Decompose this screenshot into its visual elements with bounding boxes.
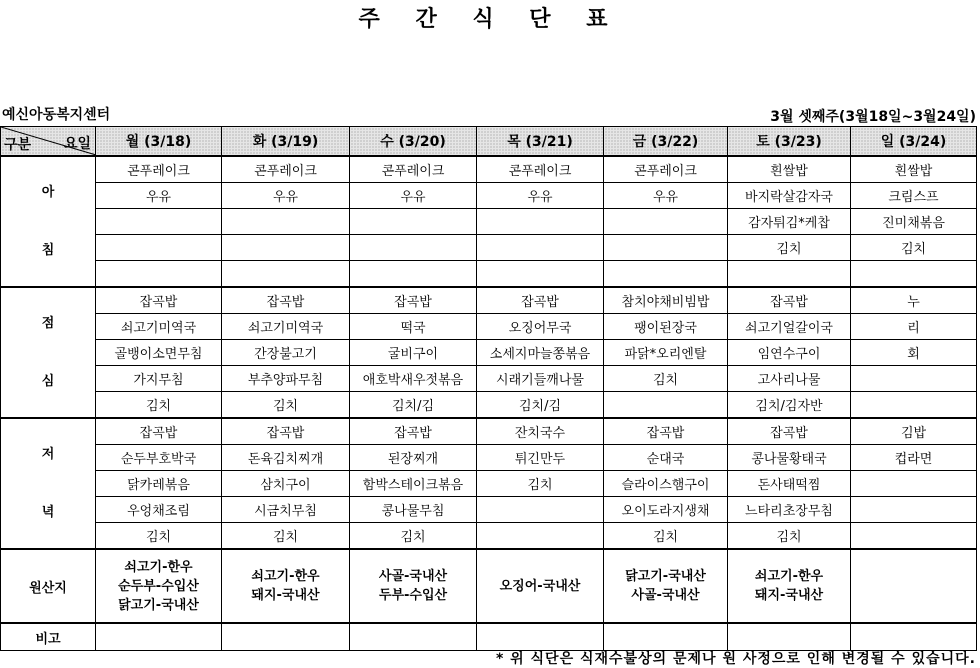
menu-row — [1, 366, 977, 392]
menu-row — [1, 314, 977, 340]
menu-item: 고사리나물 — [728, 366, 851, 392]
menu-item: 김치 — [728, 523, 851, 550]
day-header: 수 (3/20) — [350, 127, 477, 157]
menu-item — [728, 261, 851, 288]
menu-item: 함박스테이크볶음 — [350, 471, 477, 497]
note-label: 비고 — [1, 623, 96, 651]
note-cell — [222, 623, 350, 651]
menu-item: 크림스프 — [851, 183, 977, 209]
origin-line: 닭고기-국내산 — [625, 569, 706, 584]
note-cell — [851, 623, 977, 651]
menu-row — [1, 523, 977, 550]
origin-line: 돼지-국내산 — [251, 588, 320, 603]
origin-cell — [604, 549, 728, 623]
menu-item: 흰쌀밥 — [851, 156, 977, 183]
menu-item: 임연수구이 — [728, 340, 851, 366]
menu-item: 떡국 — [350, 314, 477, 340]
origin-line: 사골-국내산 — [631, 588, 700, 603]
menu-item — [851, 366, 977, 392]
menu-item: 우유 — [604, 183, 728, 209]
menu-item — [96, 261, 222, 288]
menu-row — [1, 392, 977, 419]
corner-left-label: 구분 — [4, 137, 32, 153]
menu-item: 된장찌개 — [350, 445, 477, 471]
menu-item: 슬라이스햄구이 — [604, 471, 728, 497]
menu-item — [477, 497, 604, 523]
origin-cell — [851, 549, 977, 623]
menu-item: 삼치구이 — [222, 471, 350, 497]
menu-item: 간장불고기 — [222, 340, 350, 366]
menu-row — [1, 287, 977, 314]
menu-item: 잡곡밥 — [477, 287, 604, 314]
menu-item: 순대국 — [604, 445, 728, 471]
menu-row — [1, 235, 977, 261]
menu-item: 애호박새우젓볶음 — [350, 366, 477, 392]
menu-item: 소세지마늘쫑볶음 — [477, 340, 604, 366]
menu-item: 우유 — [477, 183, 604, 209]
menu-item: 굴비구이 — [350, 340, 477, 366]
menu-item: 김치 — [96, 392, 222, 419]
origin-row — [1, 549, 977, 623]
origin-cell — [728, 549, 851, 623]
menu-item: 리 — [851, 314, 977, 340]
menu-item: 순두부호박국 — [96, 445, 222, 471]
menu-item: 돈육김치찌개 — [222, 445, 350, 471]
origin-line: 두부-수입산 — [378, 588, 448, 603]
menu-item: 가지무침 — [96, 366, 222, 392]
menu-item: 김치 — [222, 392, 350, 419]
menu-item: 쇠고기미역국 — [222, 314, 350, 340]
note-cell — [96, 623, 222, 651]
menu-item — [350, 235, 477, 261]
menu-item — [96, 235, 222, 261]
menu-item: 김밥 — [851, 418, 977, 445]
origin-label: 원산지 — [1, 549, 96, 623]
menu-item: 컵라면 — [851, 445, 977, 471]
meal-label — [1, 418, 96, 549]
menu-row — [1, 209, 977, 235]
menu-item: 쇠고기얼갈이국 — [728, 314, 851, 340]
week-label: 3월 셋째주(3월18일~3월24일) — [770, 109, 976, 125]
menu-item: 김치 — [350, 523, 477, 550]
menu-item: 잡곡밥 — [222, 287, 350, 314]
menu-item: 진미채볶음 — [851, 209, 977, 235]
corner-header — [1, 127, 96, 157]
menu-item: 잡곡밥 — [96, 287, 222, 314]
meal-label — [1, 156, 96, 287]
menu-item: 잡곡밥 — [728, 287, 851, 314]
menu-row — [1, 340, 977, 366]
menu-row — [1, 261, 977, 288]
menu-item: 닭카레볶음 — [96, 471, 222, 497]
menu-item: 우유 — [222, 183, 350, 209]
menu-item — [851, 497, 977, 523]
origin-cell — [96, 549, 222, 623]
menu-item: 김치 — [96, 523, 222, 550]
menu-item: 바지락살감자국 — [728, 183, 851, 209]
note-cell — [477, 623, 604, 651]
menu-item: 참치야채비빔밥 — [604, 287, 728, 314]
origin-line: 쇠고기-한우 — [251, 569, 320, 584]
meal-label-bottom: 녁 — [41, 504, 55, 520]
menu-item — [851, 392, 977, 419]
menu-item: 콘푸레이크 — [96, 156, 222, 183]
note-cell — [728, 623, 851, 651]
menu-row — [1, 445, 977, 471]
menu-item — [604, 392, 728, 419]
menu-item: 감자튀김*케찹 — [728, 209, 851, 235]
weekly-menu-table — [0, 126, 977, 651]
menu-item: 부추양파무침 — [222, 366, 350, 392]
day-header: 토 (3/23) — [728, 127, 851, 157]
day-header: 금 (3/22) — [604, 127, 728, 157]
menu-item: 잔치국수 — [477, 418, 604, 445]
menu-item — [222, 235, 350, 261]
day-header: 월 (3/18) — [96, 127, 222, 157]
menu-item: 잡곡밥 — [222, 418, 350, 445]
menu-item: 잡곡밥 — [728, 418, 851, 445]
day-header: 목 (3/21) — [477, 127, 604, 157]
menu-item: 콘푸레이크 — [477, 156, 604, 183]
meal-label-top: 저 — [41, 446, 55, 462]
menu-item: 흰쌀밥 — [728, 156, 851, 183]
note-row — [1, 623, 977, 651]
day-header: 일 (3/24) — [851, 127, 977, 157]
menu-item — [222, 261, 350, 288]
menu-item: 콘푸레이크 — [222, 156, 350, 183]
menu-item — [604, 261, 728, 288]
menu-item — [604, 235, 728, 261]
meal-label-top: 점 — [41, 315, 55, 331]
menu-item: 콘푸레이크 — [350, 156, 477, 183]
menu-item: 우유 — [96, 183, 222, 209]
menu-item: 김치 — [851, 235, 977, 261]
origin-line: 순두부-수입산 — [118, 578, 199, 594]
footnote: * 위 식단은 식재수불상의 문제나 원 사정으로 인해 변경될 수 있습니다. — [495, 651, 976, 667]
menu-item: 쇠고기미역국 — [96, 314, 222, 340]
menu-item: 잡곡밥 — [350, 418, 477, 445]
menu-item: 콘푸레이크 — [604, 156, 728, 183]
menu-item — [604, 209, 728, 235]
origin-cell — [477, 549, 604, 623]
menu-item: 우유 — [350, 183, 477, 209]
menu-item: 오징어무국 — [477, 314, 604, 340]
meal-label-top: 아 — [41, 184, 55, 200]
meal-label — [1, 287, 96, 418]
menu-item — [350, 261, 477, 288]
menu-item — [477, 235, 604, 261]
origin-line: 사골-국내산 — [378, 569, 448, 584]
page-title: 주 간 식 단 표 — [358, 7, 622, 32]
menu-item: 시래기들깨나물 — [477, 366, 604, 392]
menu-item: 잡곡밥 — [350, 287, 477, 314]
origin-line: 닭고기-국내산 — [118, 597, 199, 613]
menu-item: 김치 — [222, 523, 350, 550]
menu-item: 골뱅이소면무침 — [96, 340, 222, 366]
menu-item — [477, 209, 604, 235]
menu-item: 튀긴만두 — [477, 445, 604, 471]
menu-item: 돈사태떡찜 — [728, 471, 851, 497]
menu-item — [851, 471, 977, 497]
meal-label-bottom: 침 — [41, 242, 55, 258]
menu-item: 팽이된장국 — [604, 314, 728, 340]
menu-item — [96, 209, 222, 235]
menu-item: 오이도라지생채 — [604, 497, 728, 523]
menu-item: 잡곡밥 — [604, 418, 728, 445]
menu-row — [1, 156, 977, 183]
menu-item: 시금치무침 — [222, 497, 350, 523]
center-name: 예신아동복지센터 — [2, 107, 111, 123]
menu-item: 김치 — [604, 523, 728, 550]
menu-item — [477, 523, 604, 550]
menu-row — [1, 183, 977, 209]
menu-item: 김치/김 — [350, 392, 477, 419]
menu-item — [222, 209, 350, 235]
menu-item: 우엉채조림 — [96, 497, 222, 523]
menu-item: 김치/김 — [477, 392, 604, 419]
menu-row — [1, 497, 977, 523]
menu-item: 느타리초장무침 — [728, 497, 851, 523]
origin-cell — [222, 549, 350, 623]
menu-item: 콩나물황태국 — [728, 445, 851, 471]
menu-item: 파닭*오리엔탈 — [604, 340, 728, 366]
menu-item: 회 — [851, 340, 977, 366]
header-row — [1, 127, 977, 157]
day-header: 화 (3/19) — [222, 127, 350, 157]
menu-item: 잡곡밥 — [96, 418, 222, 445]
origin-line: 쇠고기-한우 — [754, 569, 824, 584]
note-cell — [604, 623, 728, 651]
menu-item — [350, 209, 477, 235]
origin-line: 오징어-국내산 — [499, 578, 581, 594]
menu-item: 김치 — [477, 471, 604, 497]
origin-cell — [350, 549, 477, 623]
corner-right-label: 요일 — [63, 136, 91, 152]
origin-line: 돼지-국내산 — [754, 588, 824, 603]
meal-label-bottom: 심 — [41, 373, 55, 389]
menu-item — [477, 261, 604, 288]
menu-item — [851, 261, 977, 288]
menu-item — [851, 523, 977, 550]
menu-item: 김치 — [728, 235, 851, 261]
menu-item: 김치/김자반 — [728, 392, 851, 419]
menu-item: 누 — [851, 287, 977, 314]
origin-line: 쇠고기-한우 — [124, 559, 193, 575]
note-cell — [350, 623, 477, 651]
menu-row — [1, 471, 977, 497]
menu-item: 김치 — [604, 366, 728, 392]
menu-item: 콩나물무침 — [350, 497, 477, 523]
menu-row — [1, 418, 977, 445]
